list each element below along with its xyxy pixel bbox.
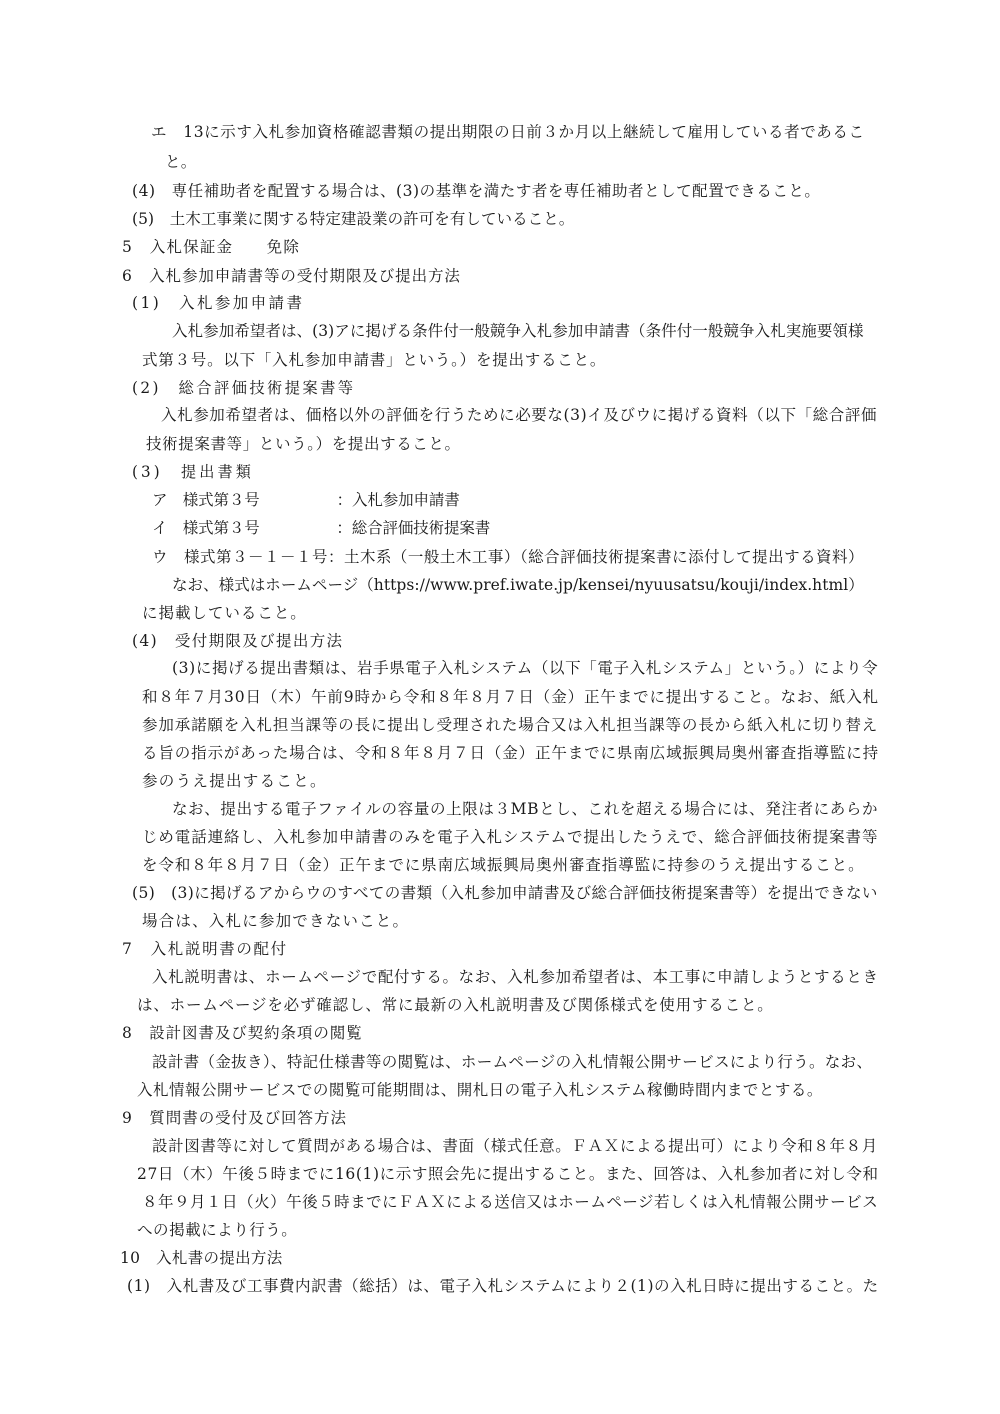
text-line: なお、様式はホームページ（https://www.pref.iwate.jp/kensei/nyuusatsu/kouji/index.html） <box>172 576 864 594</box>
text-line: (3) 提出書類 <box>132 463 255 481</box>
text-line: (2) 総合評価技術提案書等 <box>132 379 356 397</box>
text-line: 参のうえ提出すること。 <box>142 772 327 790</box>
text-line: (1) 入札参加申請書 <box>132 294 305 312</box>
text-line: (4) 受付期限及び提出方法 <box>132 632 344 650</box>
section-heading: 8 設計図書及び契約条項の閲覧 <box>122 1024 363 1042</box>
text-line: 27日（木）午後５時までに16(1)に示す照会先に提出すること。また、回答は、入札参加者に対し令和 <box>137 1165 879 1183</box>
section-heading: 6 入札参加申請書等の受付期限及び提出方法 <box>122 267 461 285</box>
text-line: 設計図書等に対して質問がある場合は、書面（様式任意。ＦＡＸによる提出可）により令和８年８月 <box>152 1137 878 1155</box>
text-line: 入札説明書は、ホームページで配付する。なお、入札参加希望者は、本工事に申請しようとするとき <box>152 968 879 986</box>
text-line: 技術提案書等」という。）を提出すること。 <box>146 435 461 453</box>
section-heading: 9 質問書の受付及び回答方法 <box>122 1109 347 1127</box>
text-line: ８年９月１日（火）午後５時までにＦＡＸによる送信又はホームページ若しくは入札情報公開サービス <box>142 1193 879 1211</box>
text-line: 式第３号。以下「入札参加申請書」という。）を提出すること。 <box>142 351 607 369</box>
text-line: エ 13に示す入札参加資格確認書類の提出期限の日前３か月以上継続して雇用している者であるこ <box>151 123 865 141</box>
text-line: 設計書（金抜き）、特記仕様書等の閲覧は、ホームページの入札情報公開サービスにより行う。なお、 <box>152 1053 873 1071</box>
text-line: ウ 様式第３－１－１号：土木系（一般土木工事）（総合評価技術提案書に添付して提出する資料） <box>152 548 865 566</box>
text-line: 入札参加希望者は、(3)アに掲げる条件付一般競争入札参加申請書（条件付一般競争入札実施要領様 <box>172 322 864 340</box>
text-line: イ 様式第３号 ：総合評価技術提案書 <box>152 519 491 537</box>
text-line: 和８年７月30日（木）午前9時から令和８年８月７日（金）正午までに提出すること。なお、紙入札 <box>142 688 879 706</box>
text-line: 参加承諾願を入札担当課等の長に提出し受理された場合又は入札担当課等の長から紙入札に切り替え <box>142 716 879 734</box>
text-line: じめ電話連絡し、入札参加申請書のみを電子入札システムで提出したうえで、総合評価技術提案書等 <box>142 828 879 846</box>
text-line: 入札情報公開サービスでの閲覧可能期間は、開札日の電子入札システム稼働時間内までとする。 <box>137 1081 823 1099</box>
text-line: への掲載により行う。 <box>137 1221 298 1239</box>
text-line: なお、提出する電子ファイルの容量の上限は３MBとし、これを超える場合には、発注者にあらか <box>172 800 879 818</box>
text-line: (5) 土木工事業に関する特定建設業の許可を有していること。 <box>132 210 575 228</box>
text-line: を令和８年８月７日（金）正午までに県南広域振興局奥州審査指導監に持参のうえ提出すること。 <box>142 856 865 874</box>
section-heading: 10 入札書の提出方法 <box>120 1249 283 1267</box>
text-line: は、ホームページを必ず確認し、常に最新の入札説明書及び関係様式を使用すること。 <box>137 996 774 1014</box>
section-heading: 5 入札保証金 免除 <box>122 238 301 256</box>
text-line: 入札参加希望者は、価格以外の評価を行うために必要な(3)イ及びウに掲げる資料（以下「総合評価 <box>161 406 878 424</box>
text-line: (5) (3)に掲げるアからウのすべての書類（入札参加申請書及び総合評価技術提案書等）を提出できない <box>132 884 878 902</box>
text-line: (3)に掲げる提出書類は、岩手県電子入札システム（以下「電子入札システム」という。）により令 <box>172 659 879 677</box>
text-line: 場合は、入札に参加できないこと。 <box>142 912 410 930</box>
text-line: (1) 入札書及び工事費内訳書（総括）は、電子入札システムにより２(1)の入札日時に提出すること。た <box>127 1277 879 1295</box>
section-heading: 7 入札説明書の配付 <box>122 940 288 958</box>
text-line: (4) 専任補助者を配置する場合は、(3)の基準を満たす者を専任補助者として配置できること。 <box>132 182 821 200</box>
text-line: ア 様式第３号 ：入札参加申請書 <box>152 491 460 509</box>
text-line: と。 <box>165 153 197 171</box>
text-line: に掲載していること。 <box>142 604 307 622</box>
text-line: る旨の指示があった場合は、令和８年８月７日（金）正午までに県南広域振興局奥州審査指導監に持 <box>142 744 880 762</box>
